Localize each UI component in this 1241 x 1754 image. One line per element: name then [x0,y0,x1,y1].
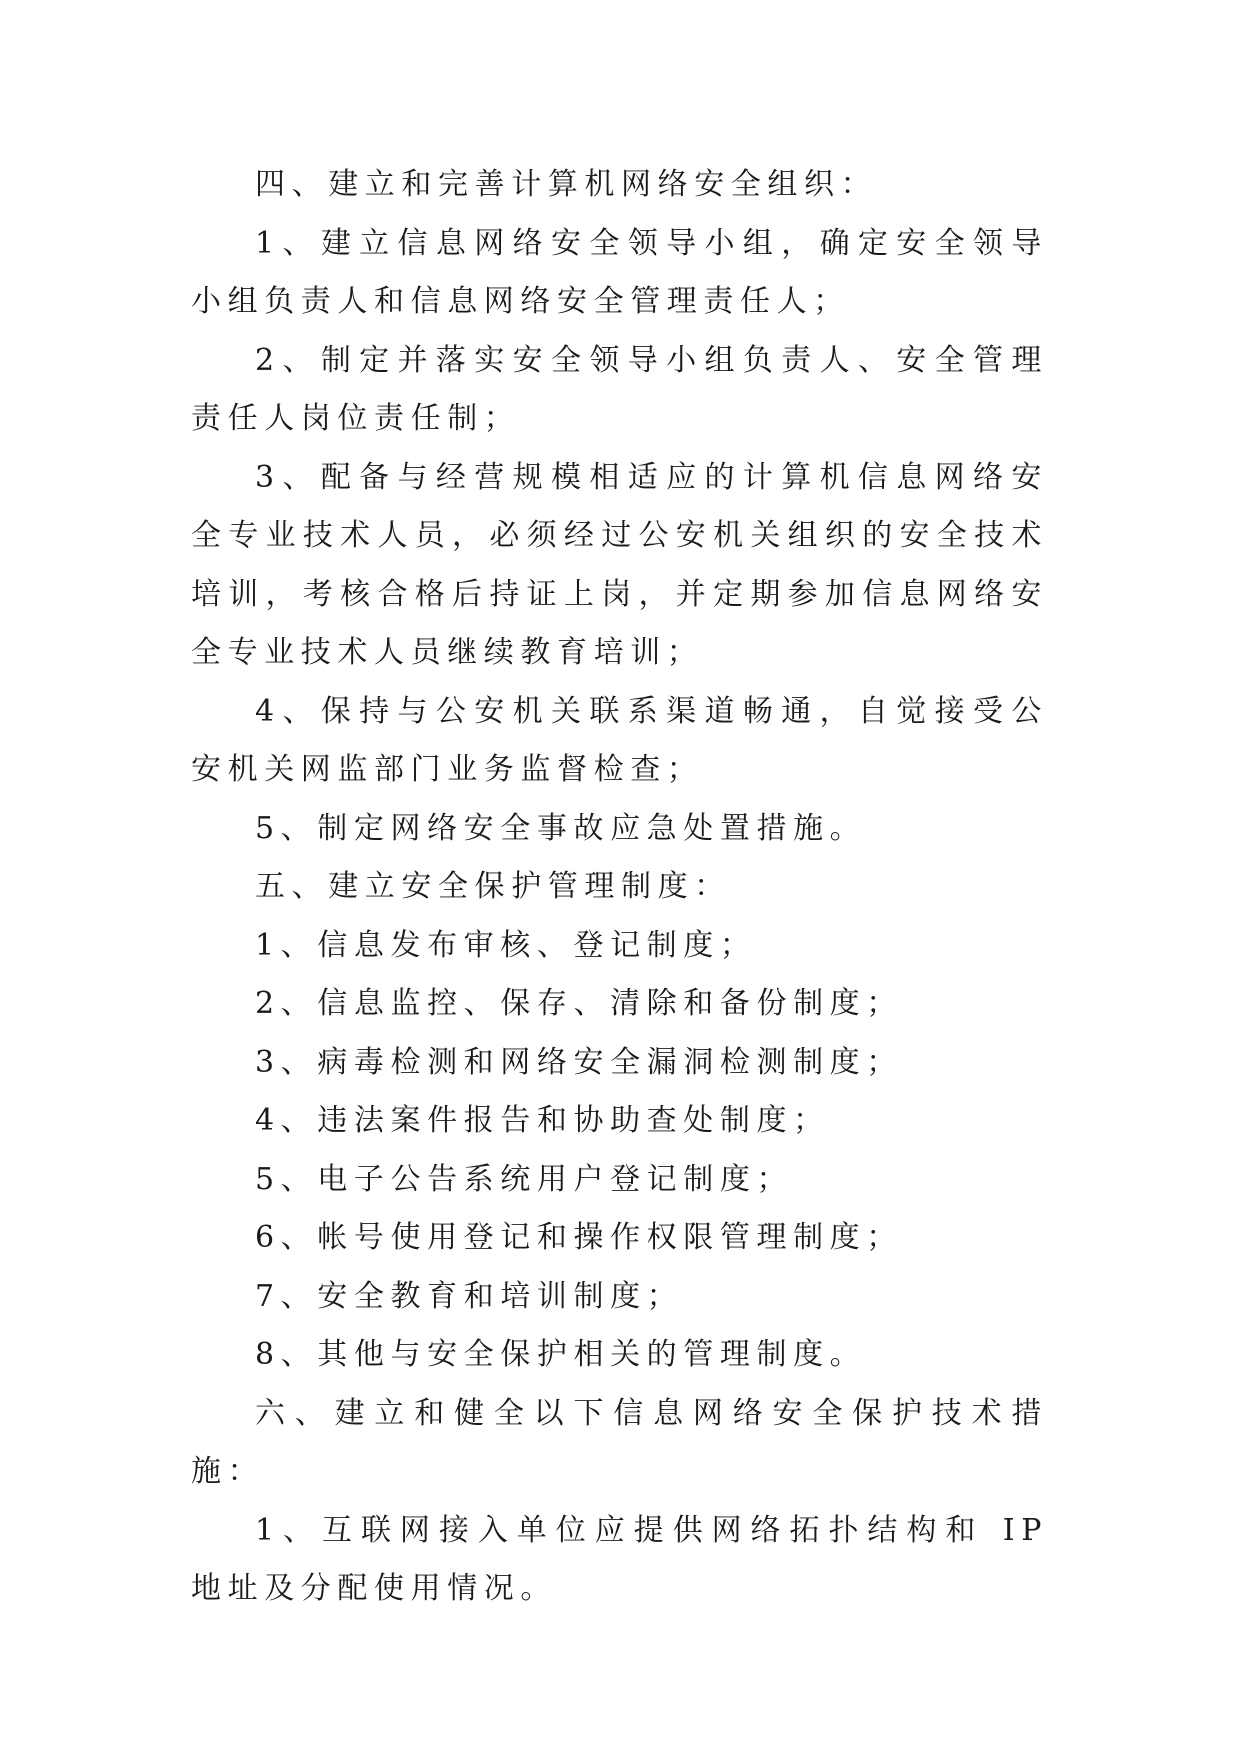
paragraph: 4、保持与公安机关联系渠道畅通，自觉接受公安机关网监部门业务监督检查； [191,693,1048,787]
paragraph: 6、帐号使用登记和操作权限管理制度； [255,1220,903,1255]
paragraph: 8、其他与安全保护相关的管理制度。 [255,1337,867,1372]
paragraph: 2、制定并落实安全领导小组负责人、安全管理责任人岗位责任制； [191,342,1048,436]
paragraph: 4、违法案件报告和协助查处制度； [255,1103,830,1138]
document-body [191,156,1048,1619]
paragraph: 5、制定网络安全事故应急处置措施。 [255,810,867,846]
heading-section-4: 四、建立和完善计算机网络安全组织： [255,167,878,202]
paragraph: 1、信息发布审核、登记制度； [255,927,757,963]
paragraph: 1、建立信息网络安全领导小组，确定安全领导小组负责人和信息网络安全管理责任人； [191,225,1048,319]
paragraph: 5、电子公告系统用户登记制度； [255,1161,794,1197]
heading-section-6: 六、建立和健全以下信息网络安全保护技术措施： [191,1395,1048,1489]
paragraph: 2、信息监控、保存、清除和备份制度； [255,986,903,1021]
heading-section-5: 五、建立安全保护管理制度： [255,869,731,904]
paragraph: 3、病毒检测和网络安全漏洞检测制度； [255,1044,903,1080]
paragraph: 1、互联网接入单位应提供网络拓扑结构和 IP 地址及分配使用情况。 [191,1512,1048,1606]
paragraph: 3、配备与经营规模相适应的计算机信息网络安全专业技术人员，必须经过公安机关组织的安全技术培训，考核合格后持证上岗，并定期参加信息网络安全专业技术人员继续教育培训； [191,459,1048,670]
paragraph: 7、安全教育和培训制度； [255,1278,684,1314]
